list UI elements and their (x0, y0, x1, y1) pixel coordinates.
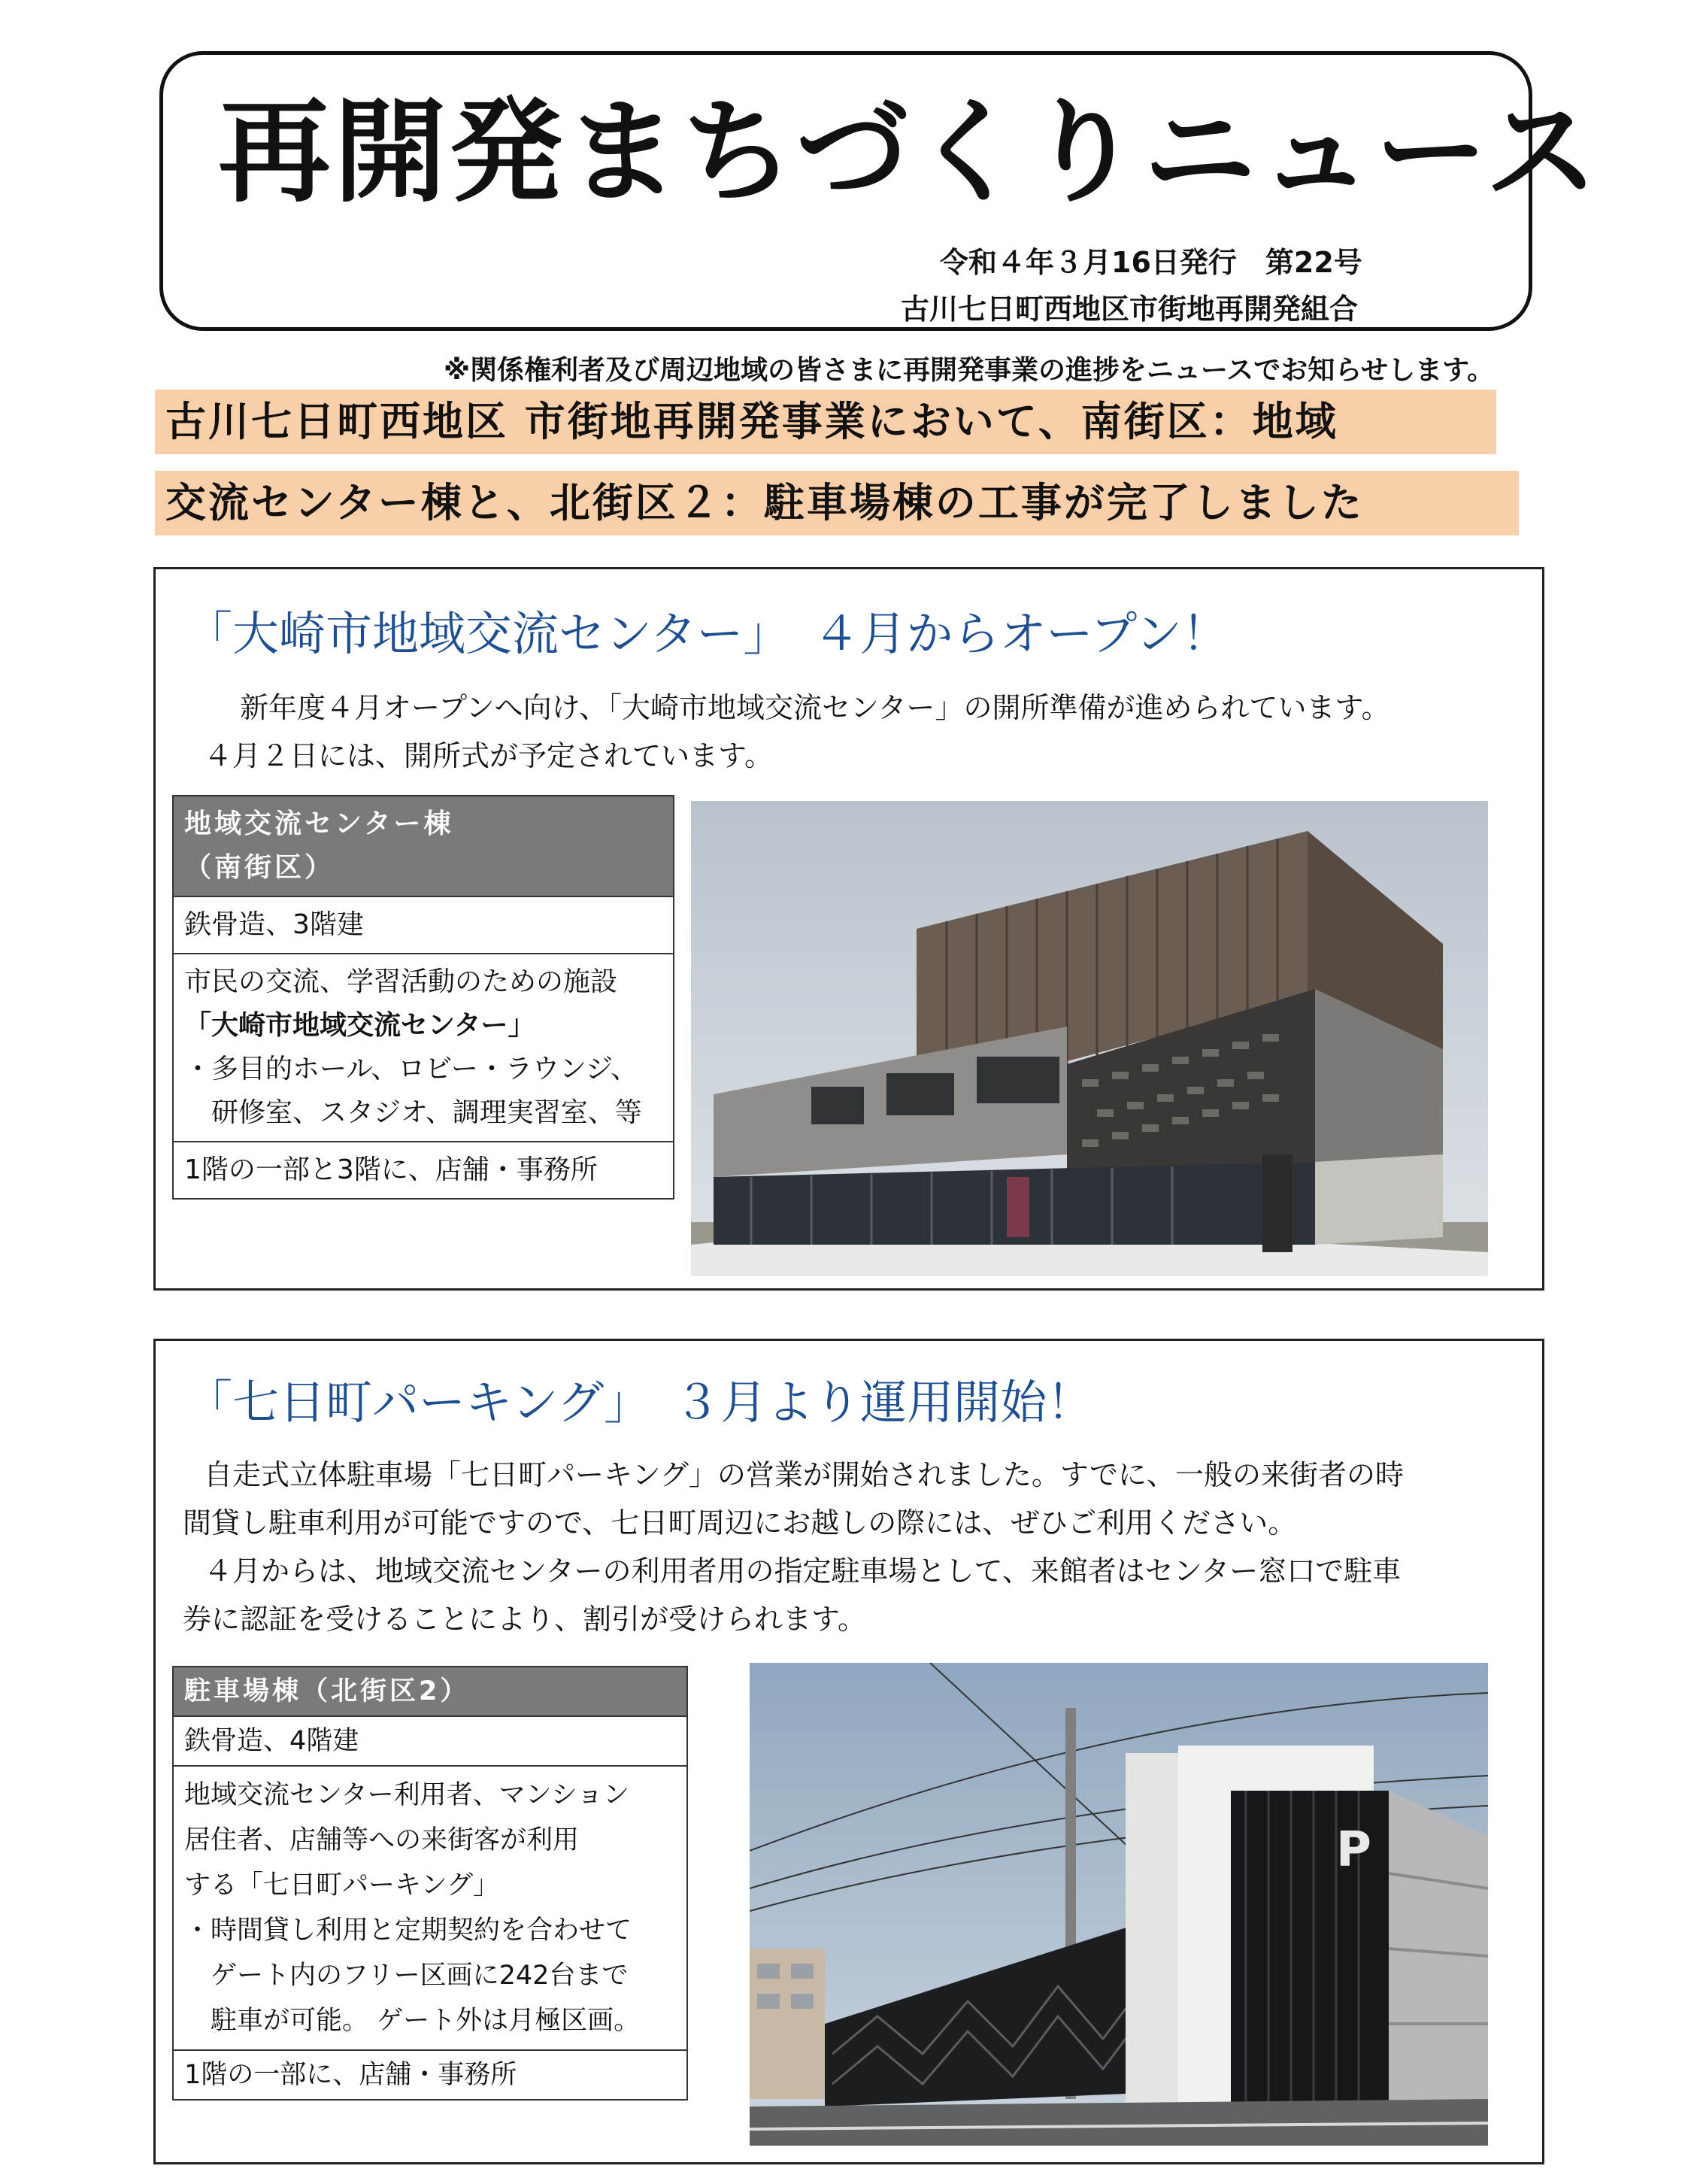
table-header: 駐車場棟（北街区2） (173, 1667, 687, 1716)
section-title: 「七日町パーキング」 ３月より運用開始！ (186, 1375, 1094, 1430)
purpose-cell: 市民の交流、学習活動のための施設 「大崎市地域交流センター」 ・多目的ホール、ロビー・ラウンジ、 研修室、スタジオ、調理実習室、等 (173, 954, 674, 1142)
body-paragraph: 券に認証を受けることにより、割引が受けられます。 (183, 1603, 866, 1636)
structure-cell: 鉄骨造、3階建 (173, 896, 674, 954)
structure-cell: 鉄骨造、4階建 (173, 1716, 687, 1766)
body-paragraph: 自走式立体駐車場「七日町パーキング」の営業が開始されました。すでに、一般の来街者の時 (204, 1458, 1405, 1491)
shops-cell: 1階の一部と3階に、店舗・事務所 (173, 1142, 674, 1199)
body-paragraph: ４月２日には、開所式が予定されています。 (204, 739, 773, 772)
body-paragraph: 間貸し駐車利用が可能ですので、七日町周辺にお越しの際には、ぜひご利用ください。 (183, 1506, 1297, 1539)
shops-cell: 1階の一部に、店舗・事務所 (173, 2050, 687, 2100)
body-paragraph: ４月からは、地域交流センターの利用者用の指定駐車場として、来館者はセンター窓口で駐車 (204, 1555, 1402, 1588)
purpose-cell: 地域交流センター利用者、マンション 居住者、店舗等への来街客が利用 する「七日町パーキング」 ・時間貸し利用と定期契約を合わせて ゲート内のフリー区画に242台まで 駐車が可能。 ゲート外は月極区画。 (173, 1766, 687, 2050)
table-header: 地域交流センター棟 （南街区） (173, 796, 674, 896)
headline-line-1: 古川七日町西地区 市街地再開発事業において、南街区：地域 (155, 390, 1496, 454)
parking-building-photo (750, 1663, 1488, 2146)
headline-line-2: 交流センター棟と、北街区２：駐車場棟の工事が完了しました (155, 471, 1519, 535)
parking-section (153, 1339, 1544, 2164)
community-center-building-photo (691, 801, 1488, 1276)
notice-text: ※関係権利者及び周辺地域の皆さまに再開発事業の進捗をニュースでお知らせします。 (444, 355, 1495, 386)
body-paragraph: 新年度４月オープンへ向け、「大崎市地域交流センター」の開所準備が進められています。 (240, 691, 1390, 724)
publisher-name: 古川七日町西地区市街地再開発組合 (901, 293, 1359, 326)
section-title: 「大崎市地域交流センター」 ４月からオープン！ (186, 606, 1229, 661)
community-center-section (153, 567, 1544, 1291)
facility-info-table (172, 1666, 688, 2101)
issue-date: 令和４年３月16日発行 第22号 (940, 246, 1362, 279)
parking-sign-icon: P (1336, 1822, 1371, 1878)
facility-info-table (172, 795, 674, 1200)
newsletter-title: 再開発まちづくりニュース (218, 87, 1602, 218)
